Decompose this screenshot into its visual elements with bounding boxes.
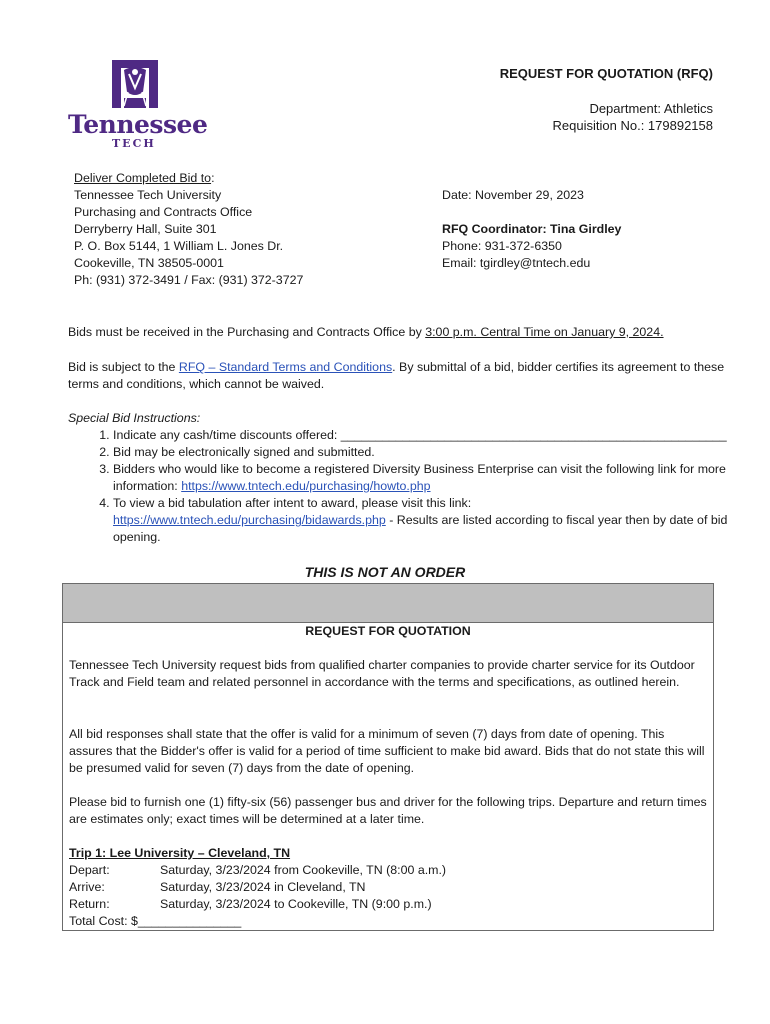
rfq-paragraph: All bid responses shall state that the offer is valid for a minimum of seven (7) days from date of opening. This assures that the Bidder's offer is valid for a period of time sufficient to make bid award. Bids that do not state this will be presumed valid for seven (7) days from the date of opening. <box>69 727 705 775</box>
logo-wordmark: Tennessee <box>68 110 208 139</box>
instruction-list <box>68 427 738 546</box>
rfq-info <box>442 187 732 272</box>
special-heading: Special Bid Instructions: <box>68 411 201 425</box>
trip-details <box>69 845 707 930</box>
coordinator-phone: Phone: 931-372-6350 <box>442 239 562 253</box>
trip-depart: Depart: Saturday, 3/23/2024 from Cookeville, TN (8:00 a.m.) <box>69 863 447 877</box>
instruction-item: 3. Bidders who would like to become a registered Diversity Business Enterprise can visit the following link for more information: https://www.tntech.edu/purchasing/howto.php <box>113 461 738 495</box>
not-an-order-notice: THIS IS NOT AN ORDER <box>304 564 466 580</box>
rfq-paragraph: Please bid to furnish one (1) fifty-six (56) passenger bus and driver for the following trips. Departure and return times are estimates only; exact times will be determined at a later time. <box>69 795 707 826</box>
rfq-coordinator: RFQ Coordinator: Tina Girdley <box>442 222 622 236</box>
rfq-box-title: REQUEST FOR QUOTATION <box>305 624 471 638</box>
coordinator-email: Email: tgirdley@tntech.edu <box>442 256 591 270</box>
rfq-date: Date: November 29, 2023 <box>442 188 584 202</box>
howto-link[interactable]: https://www.tntech.edu/purchasing/howto.php <box>181 479 431 493</box>
instruction-item: 1. Indicate any cash/time discounts offered: ________________________________________________________ <box>113 427 738 444</box>
terms-text: Bid is subject to the RFQ – Standard Terms and Conditions. By submittal of a bid, bidder certifies its agreement to these terms and conditions, which cannot be waived. <box>68 360 725 391</box>
address-line: Tennessee Tech University <box>74 188 222 202</box>
trip-return: Return: Saturday, 3/23/2024 to Cookeville, TN (9:00 p.m.) <box>69 897 432 911</box>
rfq-box <box>62 583 714 931</box>
address-line: Ph: (931) 372-3491 / Fax: (931) 372-3727 <box>74 273 304 287</box>
instruction-item: 2. Bid may be electronically signed and submitted. <box>113 444 738 461</box>
eagle-emblem-icon <box>110 58 160 110</box>
address-line: Cookeville, TN 38505-0001 <box>74 256 224 270</box>
requisition-number: Requisition No.: 179892158 <box>552 118 713 133</box>
instruction-item: 4. To view a bid tabulation after intent to award, please visit this link: https://www.tntech.edu/purchasing/bidawards.php - Results are listed according to fiscal year then by date of bid opening. <box>113 495 738 546</box>
document-title: REQUEST FOR QUOTATION (RFQ) <box>499 66 713 81</box>
department-block <box>553 100 713 134</box>
address-line: Purchasing and Contracts Office <box>74 205 253 219</box>
special-instructions <box>68 410 738 546</box>
department-text: Department: Athletics <box>589 101 713 116</box>
deliver-heading: Deliver Completed Bid to: <box>74 171 215 185</box>
deadline-text: Bids must be received in the Purchasing and Contracts Office by 3:00 p.m. Central Time on January 9, 2024. <box>68 325 664 339</box>
address-line: Derryberry Hall, Suite 301 <box>74 222 217 236</box>
trip-total-cost: Total Cost: $_______________ <box>69 914 242 928</box>
trip-arrive: Arrive: Saturday, 3/23/2024 in Cleveland, TN <box>69 880 366 894</box>
terms-link[interactable]: RFQ – Standard Terms and Conditions <box>178 360 393 374</box>
deadline-time: 3:00 p.m. Central Time on January 9, 2024. <box>425 325 664 339</box>
rfq-paragraph: Tennessee Tech University request bids from qualified charter companies to provide charter service for its Outdoor Track and Field team and related personnel in accordance with the terms and specifications, as outlined herein. <box>69 658 695 689</box>
logo-subtext: TECH <box>112 137 156 150</box>
address-line: P. O. Box 5144, 1 William L. Jones Dr. <box>74 239 284 253</box>
trip-title: Trip 1: Lee University – Cleveland, TN <box>69 846 291 860</box>
deliver-address <box>74 170 394 289</box>
tennessee-tech-logo <box>68 58 208 148</box>
bidawards-link[interactable]: https://www.tntech.edu/purchasing/bidawards.php <box>113 513 386 527</box>
rfq-box-header <box>63 584 713 623</box>
